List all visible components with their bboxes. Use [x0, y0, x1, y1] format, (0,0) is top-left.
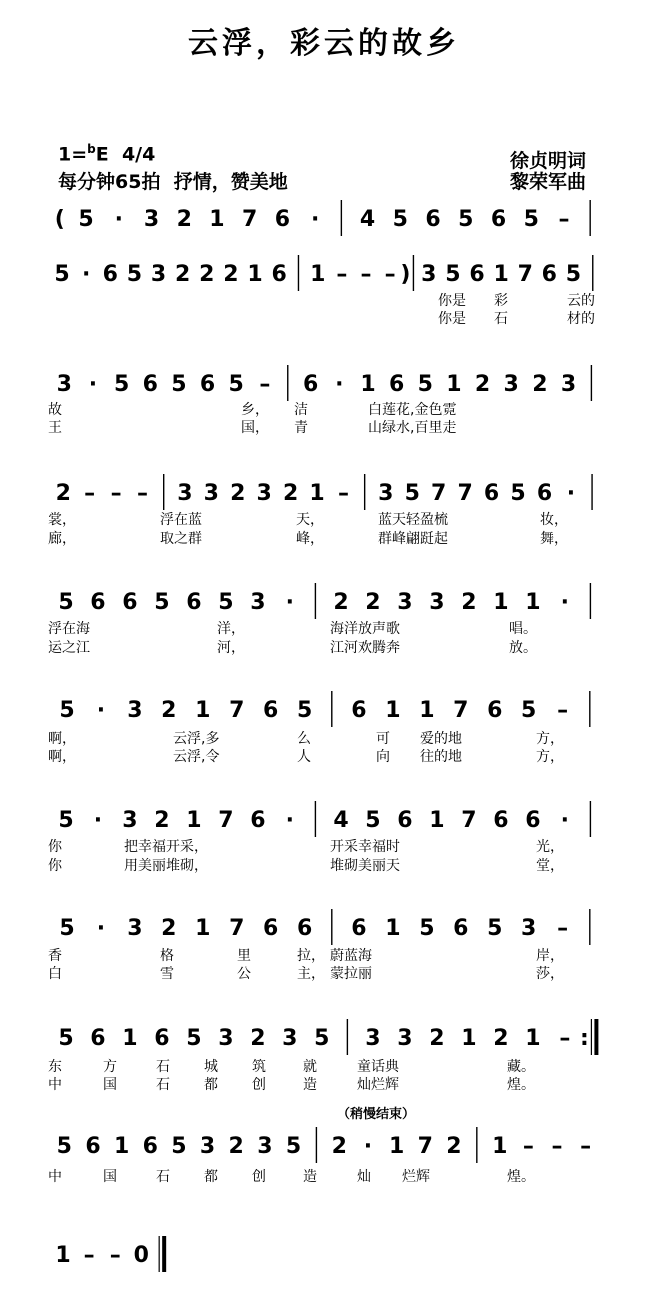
note: 6 [122, 590, 138, 615]
lyric-syllable: 彩 [494, 293, 508, 309]
note: 5 [171, 1134, 187, 1159]
note: 5 [565, 262, 582, 287]
lyric-syllable: 灿 [357, 1169, 371, 1185]
lyric-syllable: 煌。 [507, 1077, 535, 1093]
note: 4 [333, 808, 349, 833]
note: 6 [303, 372, 319, 397]
dash: – [137, 481, 149, 506]
note: 5 [419, 916, 435, 941]
lyric-syllable: 唱。 [509, 621, 537, 637]
note: 5 [186, 1026, 202, 1051]
note: 1 [310, 262, 326, 287]
note: 1 [429, 808, 445, 833]
lyric-syllable: 创 [252, 1077, 266, 1093]
lyric-syllable: 烂辉 [402, 1169, 430, 1185]
dash: – [558, 207, 570, 232]
note: 3 [521, 916, 537, 941]
note: 1 [113, 1134, 130, 1159]
note: 6 [483, 481, 500, 506]
lyric-syllable: 格 [160, 948, 174, 964]
note: 6 [525, 808, 541, 833]
lyric-syllable: 妆， [540, 512, 568, 528]
note: 6 [397, 808, 413, 833]
lyric-syllable: 王 [48, 420, 62, 436]
lyric-syllable: 把幸福开采， [124, 839, 208, 855]
note: 5 [58, 1026, 74, 1051]
note: 5 [59, 916, 75, 941]
lyric-syllable: 青 [294, 420, 308, 436]
lyric-syllable: 白 [48, 966, 62, 982]
lyric-syllable: 你是 [438, 293, 466, 309]
note: 1 [195, 698, 211, 723]
lyric-syllable: 国 [103, 1077, 117, 1093]
note: 3 [282, 1026, 298, 1051]
lyricist: 徐贞明词 [510, 150, 587, 172]
note: 1 [525, 590, 541, 615]
dash: – [559, 1026, 571, 1051]
dash: – [384, 262, 396, 287]
note: 2 [250, 1026, 266, 1051]
note: 3 [365, 1026, 381, 1051]
dash: – [360, 262, 372, 287]
lyric-syllable: 堂， [536, 858, 564, 874]
note: 5 [445, 262, 461, 287]
lyric-syllable: 方， [536, 749, 564, 765]
note: 7 [229, 698, 245, 723]
lyric-syllable: 藏。 [507, 1059, 535, 1075]
note: 5 [126, 262, 143, 287]
lyric-syllable: 爱的地 [420, 731, 462, 747]
dash: – [109, 1243, 121, 1268]
lyric-syllable: 峰， [296, 531, 324, 547]
note: 5 [392, 207, 408, 232]
note: 5 [404, 481, 420, 506]
note: 1 [309, 481, 325, 506]
note: 1 [247, 262, 263, 287]
dash: – [580, 1134, 592, 1159]
dot: · [88, 372, 98, 397]
note: 3 [127, 698, 143, 723]
note: 6 [493, 808, 509, 833]
dot: · [114, 207, 123, 232]
song-title: 云浮，彩云的故乡 [188, 26, 460, 61]
note: 2 [223, 262, 239, 287]
note: 1 [385, 916, 401, 941]
dash: – [259, 372, 271, 397]
note: 2 [161, 916, 177, 941]
lyric-syllable: 取之群 [160, 531, 202, 547]
note: 2 [429, 1026, 445, 1051]
note: 3 [257, 1134, 273, 1159]
note: 5 [113, 372, 130, 397]
note: 1 [55, 1243, 71, 1268]
note: 6 [487, 698, 503, 723]
dash: – [110, 481, 122, 506]
note: 3 [218, 1026, 234, 1051]
note: 3 [429, 590, 445, 615]
lyric-syllable: 故 [48, 402, 62, 418]
note: 6 [90, 1026, 106, 1051]
note: 5 [154, 590, 170, 615]
dash: – [338, 481, 350, 506]
lyric-syllable: 浮在海 [48, 621, 90, 637]
lyric-syllable: 河， [217, 640, 245, 656]
note: 7 [431, 481, 447, 506]
lyric-syllable: 开采幸福时 [330, 839, 400, 855]
lyric-syllable: 主， [297, 966, 325, 982]
note: 2 [331, 1134, 347, 1159]
dot: · [96, 698, 106, 723]
note: 1 [492, 1134, 508, 1159]
key-note: E [95, 143, 109, 166]
lyric-syllable: 东 [48, 1059, 62, 1075]
note: 6 [453, 916, 469, 941]
note: 5 [78, 207, 94, 232]
lyric-syllable: 莎， [536, 966, 564, 982]
dot: · [310, 207, 320, 232]
note: 5 [487, 916, 503, 941]
note: 3 [256, 481, 272, 506]
note: 1 [195, 916, 211, 941]
note: 6 [85, 1134, 101, 1159]
tempo: 每分钟65拍 [58, 171, 161, 193]
note: 1 [525, 1026, 541, 1051]
lyric-syllable: 中 [48, 1169, 62, 1185]
note: 3 [397, 1026, 413, 1051]
dot: · [566, 481, 576, 506]
lyric-syllable: 都 [204, 1169, 218, 1185]
close-paren: ) [400, 262, 411, 287]
note: 3 [122, 808, 138, 833]
lyric-syllable: 童话典 [357, 1059, 399, 1075]
lyric-syllable: 国 [103, 1169, 117, 1185]
time-signature: 4/4 [121, 143, 156, 166]
lyric-syllable: 人 [297, 749, 311, 765]
lyric-syllable: 么 [297, 731, 311, 747]
note: 6 [142, 372, 158, 397]
lyric-syllable: 云浮,令 [173, 749, 220, 765]
lyric-syllable: 国， [241, 420, 269, 436]
dash: – [336, 262, 348, 287]
dot: · [96, 916, 106, 941]
note: 2 [161, 698, 177, 723]
note: 5 [365, 808, 381, 833]
note: 4 [359, 207, 376, 232]
lyric-syllable: 白莲花,金色霓 [368, 402, 457, 418]
note: 5 [521, 698, 537, 723]
note: 7 [417, 1134, 433, 1159]
lyric-syllable: 蔚蓝海 [330, 948, 372, 964]
note: 2 [461, 590, 477, 615]
note: 6 [271, 262, 287, 287]
note: 2 [493, 1026, 509, 1051]
note: 1 [446, 372, 462, 397]
note: 7 [242, 207, 258, 232]
lyric-syllable: 海洋放声歌 [330, 621, 400, 637]
note: 2 [230, 481, 246, 506]
lyric-syllable: 用美丽堆砌， [124, 858, 208, 874]
note: 3 [127, 916, 143, 941]
lyric-syllable: 灿烂辉 [357, 1077, 399, 1093]
note: 1 [209, 207, 225, 232]
dash: – [557, 916, 569, 941]
note: 5 [417, 372, 433, 397]
dot: · [93, 808, 103, 833]
lyric-syllable: 你 [48, 858, 62, 874]
note: 2 [228, 1134, 244, 1159]
lyric-syllable: 方， [536, 731, 564, 747]
note: 3 [560, 372, 577, 397]
note: 6 [102, 262, 118, 287]
lyric-syllable: 城 [204, 1059, 218, 1075]
note: 6 [490, 207, 507, 232]
note: 7 [453, 698, 469, 723]
lyric-syllable: 石 [156, 1169, 170, 1185]
note: 7 [229, 916, 245, 941]
lyric-syllable: 香 [48, 948, 62, 964]
lyric-syllable: 石 [156, 1059, 170, 1075]
note: 3 [421, 262, 437, 287]
lyric-syllable: 江河欢腾奔 [330, 640, 400, 656]
note: 6 [536, 481, 553, 506]
note: 1 [385, 698, 401, 723]
lyric-syllable: 堆砌美丽天 [330, 858, 400, 874]
note: 2 [176, 207, 192, 232]
note: 1 [186, 808, 202, 833]
note: 6 [388, 372, 405, 397]
dash: – [551, 1134, 563, 1159]
note: 2 [282, 481, 299, 506]
expression: 抒情，赞美地 [173, 171, 288, 193]
lyric-syllable: 舞， [540, 531, 568, 547]
lyric-syllable: 浮在蓝 [160, 512, 202, 528]
lyric-syllable: 山绿水,百里走 [368, 420, 457, 436]
dash: – [557, 698, 569, 723]
lyric-syllable: 中 [48, 1077, 62, 1093]
note: 6 [142, 1134, 158, 1159]
note: 3 [203, 481, 219, 506]
lyric-syllable: 裳， [48, 512, 76, 528]
dot: · [363, 1134, 373, 1159]
lyric-syllable: 群峰翩跹起 [378, 531, 448, 547]
lyric-syllable: 啊， [48, 749, 76, 765]
note: 5 [58, 808, 74, 833]
lyric-syllable: 材的 [567, 311, 595, 327]
lyric-syllable: 石 [156, 1077, 170, 1093]
dash: – [83, 1243, 95, 1268]
key-flat: b [87, 142, 96, 156]
note: 2 [532, 372, 548, 397]
lyric-syllable: 就 [303, 1059, 317, 1075]
note: 5 [458, 207, 474, 232]
lyric-syllable: 蒙拉丽 [330, 966, 372, 982]
note: 1 [360, 372, 376, 397]
note: 2 [199, 262, 215, 287]
note: 2 [154, 808, 170, 833]
note: 2 [365, 590, 381, 615]
lyric-syllable: 云浮,多 [173, 731, 220, 747]
note: 6 [199, 372, 216, 397]
note: 7 [218, 808, 234, 833]
dot: · [285, 808, 295, 833]
dash: – [522, 1134, 534, 1159]
note: 5 [56, 1134, 72, 1159]
lyric-syllable: 公 [237, 966, 251, 982]
note: 1 [461, 1026, 477, 1051]
note: 3 [177, 481, 193, 506]
note: 5 [228, 372, 244, 397]
note: 5 [171, 372, 187, 397]
lyric-syllable: 拉， [297, 948, 325, 964]
dot: · [335, 372, 344, 397]
note: 6 [274, 207, 291, 232]
note: 0 [133, 1243, 149, 1268]
lyric-syllable: 创 [252, 1169, 266, 1185]
lyric-syllable: 向 [376, 749, 390, 765]
note: 6 [541, 262, 557, 287]
dash: – [84, 481, 96, 506]
note: 5 [285, 1134, 302, 1159]
lyric-syllable: 啊， [48, 731, 76, 747]
note: 6 [469, 262, 485, 287]
note: 6 [296, 916, 313, 941]
dot: · [285, 590, 295, 615]
open-paren: ( [54, 207, 65, 232]
note: 6 [186, 590, 202, 615]
note: 7 [461, 808, 477, 833]
note: 1 [122, 1026, 138, 1051]
note: 3 [378, 481, 394, 506]
lyric-syllable: 放。 [509, 640, 537, 656]
note: 5 [218, 590, 234, 615]
lyric-syllable: 岸， [536, 948, 564, 964]
note: 6 [154, 1026, 170, 1051]
note: 3 [503, 372, 519, 397]
lyric-syllable: 天， [296, 512, 324, 528]
note: 2 [175, 262, 191, 287]
lyric-syllable: 云的 [567, 293, 595, 309]
ending-mark: （稍慢结束） [337, 1107, 416, 1122]
lyric-syllable: 你是 [438, 311, 466, 327]
lyric-syllable: 乡， [241, 402, 269, 418]
lyric-syllable: 造 [303, 1169, 317, 1185]
note: 2 [333, 590, 349, 615]
lyric-syllable: 往的地 [420, 749, 462, 765]
note: 6 [351, 698, 367, 723]
lyric-syllable: 运之江 [48, 640, 90, 656]
note: 1 [388, 1134, 405, 1159]
note: 6 [425, 207, 441, 232]
note: 5 [54, 262, 70, 287]
note: 7 [457, 481, 473, 506]
note: 1 [493, 590, 509, 615]
note: 5 [510, 481, 526, 506]
note: 6 [263, 916, 279, 941]
note: 3 [150, 262, 167, 287]
lyric-syllable: 方 [103, 1059, 117, 1075]
note: 5 [59, 698, 75, 723]
note: 2 [474, 372, 491, 397]
note: 2 [446, 1134, 462, 1159]
lyric-syllable: 造 [303, 1077, 317, 1093]
lyric-syllable: 蓝天轻盈梳 [378, 512, 448, 528]
note: 5 [523, 207, 539, 232]
lyric-syllable: 你 [48, 839, 62, 855]
note: 5 [314, 1026, 330, 1051]
dot: · [560, 590, 570, 615]
note: 2 [55, 481, 71, 506]
note: 7 [517, 262, 533, 287]
lyric-syllable: 洋， [217, 621, 245, 637]
lyric-syllable: 光， [536, 839, 564, 855]
note: 3 [199, 1134, 216, 1159]
lyric-syllable: 雪 [160, 966, 174, 982]
note: 3 [250, 590, 266, 615]
lyric-syllable: 廊， [48, 531, 76, 547]
lyric-syllable: 煌。 [507, 1169, 535, 1185]
note: 3 [56, 372, 72, 397]
note: 6 [263, 698, 279, 723]
repeat-dots: : [580, 1026, 589, 1051]
key-prefix: 1= [58, 143, 88, 166]
note: 3 [143, 207, 160, 232]
note: 1 [419, 698, 435, 723]
dot: · [560, 808, 570, 833]
composer: 黎荣军曲 [510, 171, 587, 193]
note: 6 [351, 916, 367, 941]
lyric-syllable: 都 [204, 1077, 218, 1093]
note: 5 [58, 590, 74, 615]
note: 6 [250, 808, 266, 833]
lyric-syllable: 可 [376, 731, 390, 747]
lyric-syllable: 洁 [294, 402, 308, 418]
lyric-syllable: 筑 [252, 1059, 266, 1075]
dot: · [82, 262, 91, 287]
note: 5 [296, 698, 313, 723]
note: 3 [397, 590, 413, 615]
note: 6 [90, 590, 106, 615]
lyric-syllable: 石 [494, 311, 508, 327]
note: 1 [493, 262, 509, 287]
lyric-syllable: 里 [237, 948, 251, 964]
